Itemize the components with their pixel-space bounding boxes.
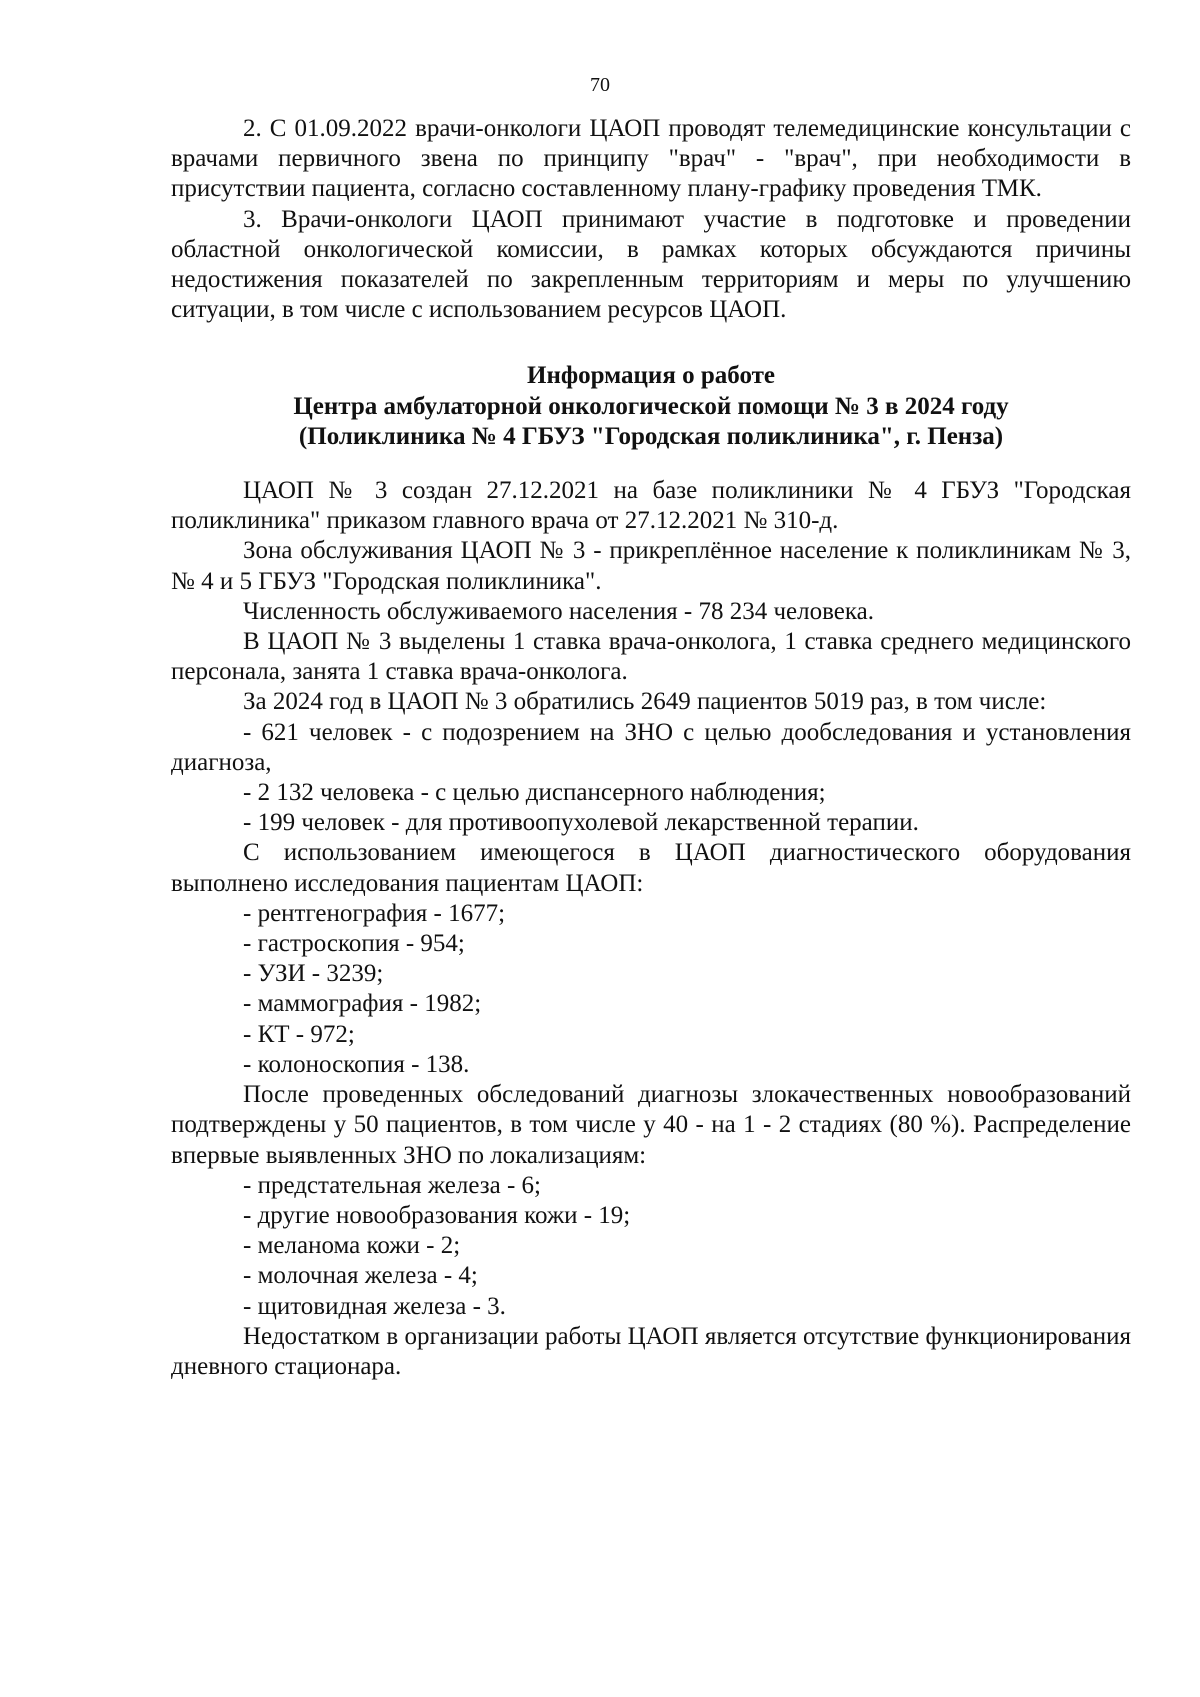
section-heading [171,361,1131,452]
paragraph-telemedicine: 2. С 01.09.2022 врачи-онкологи ЦАОП проводят телемедицинские консультации с врачами первичного звена по принципу "врач" - "врач", при необходимости в присутствии пациента, согласно составленному плану-графику проведения ТМК. [171,115,1131,203]
list-item: - молочная железа - 4; [243,1262,478,1290]
heading-line-3: (Поликлиника № 4 ГБУЗ "Городская поликлиника", г. Пенза) [298,422,1004,450]
paragraph-visits: За 2024 год в ЦАОП № 3 обратились 2649 пациентов 5019 раз, в том числе: [243,688,1047,716]
list-item: - УЗИ - 3239; [243,960,384,988]
paragraph-diagnoses: После проведенных обследований диагнозы злокачественных новообразований подтверждены у 50 пациентов, в том числе у 40 - на 1 - 2 стадиях (80 %). Распределение впервые выявленных ЗНО по локализациям: [171,1081,1131,1169]
list-item: - гастроскопия - 954; [243,930,465,958]
paragraph-shortcoming: Недостатком в организации работы ЦАОП является отсутствие функционирования дневного стационара. [171,1322,1131,1380]
heading-line-1: Информация о работе [527,362,775,390]
list-item: - щитовидная железа - 3. [243,1292,506,1320]
list-item: - маммография - 1982; [243,990,482,1018]
page-number: 70 [590,74,610,96]
list-item: - 2 132 человека - с целью диспансерного наблюдения; [243,779,826,807]
list-item: - предстательная железа - 6; [243,1171,541,1199]
list-item: - рентгенография - 1677; [243,899,506,927]
list-item: - меланома кожи - 2; [243,1232,461,1260]
paragraph-population: Численность обслуживаемого населения - 78 234 человека. [243,597,874,625]
paragraph-creation: ЦАОП № 3 создан 27.12.2021 на базе поликлиники № 4 ГБУЗ "Городская поликлиника" приказом главного врача от 27.12.2021 № 310-д. [171,477,1131,535]
heading-line-2: Центра амбулаторной онкологической помощи № 3 в 2024 году [293,392,1009,420]
document-body [171,114,1131,1382]
paragraph-oncology-commission: 3. Врачи-онкологи ЦАОП принимают участие в подготовке и проведении областной онкологической комиссии, в рамках которых обсуждаются причины недостижения показателей по закрепленным территориям и меры по улучшению ситуации, в том числе с использованием ресурсов ЦАОП. [171,205,1131,324]
paragraph-diagnostics: С использованием имеющегося в ЦАОП диагностического оборудования выполнено исследования пациентам ЦАОП: [171,839,1131,897]
list-item: - КТ - 972; [243,1020,355,1048]
list-item: - другие новообразования кожи - 19; [243,1201,631,1229]
list-item: - 621 человек - с подозрением на ЗНО с целью дообследования и установления диагноза, [171,718,1131,776]
paragraph-staff: В ЦАОП № 3 выделены 1 ставка врача-онколога, 1 ставка среднего медицинского персонала, занята 1 ставка врача-онколога. [171,628,1131,686]
list-item: - колоноскопия - 138. [243,1050,470,1078]
paragraph-service-zone: Зона обслуживания ЦАОП № 3 - прикреплённое население к поликлиникам № 3, № 4 и 5 ГБУЗ "Городская поликлиника". [171,537,1131,595]
list-item: - 199 человек - для противоопухолевой лекарственной терапии. [243,809,919,837]
